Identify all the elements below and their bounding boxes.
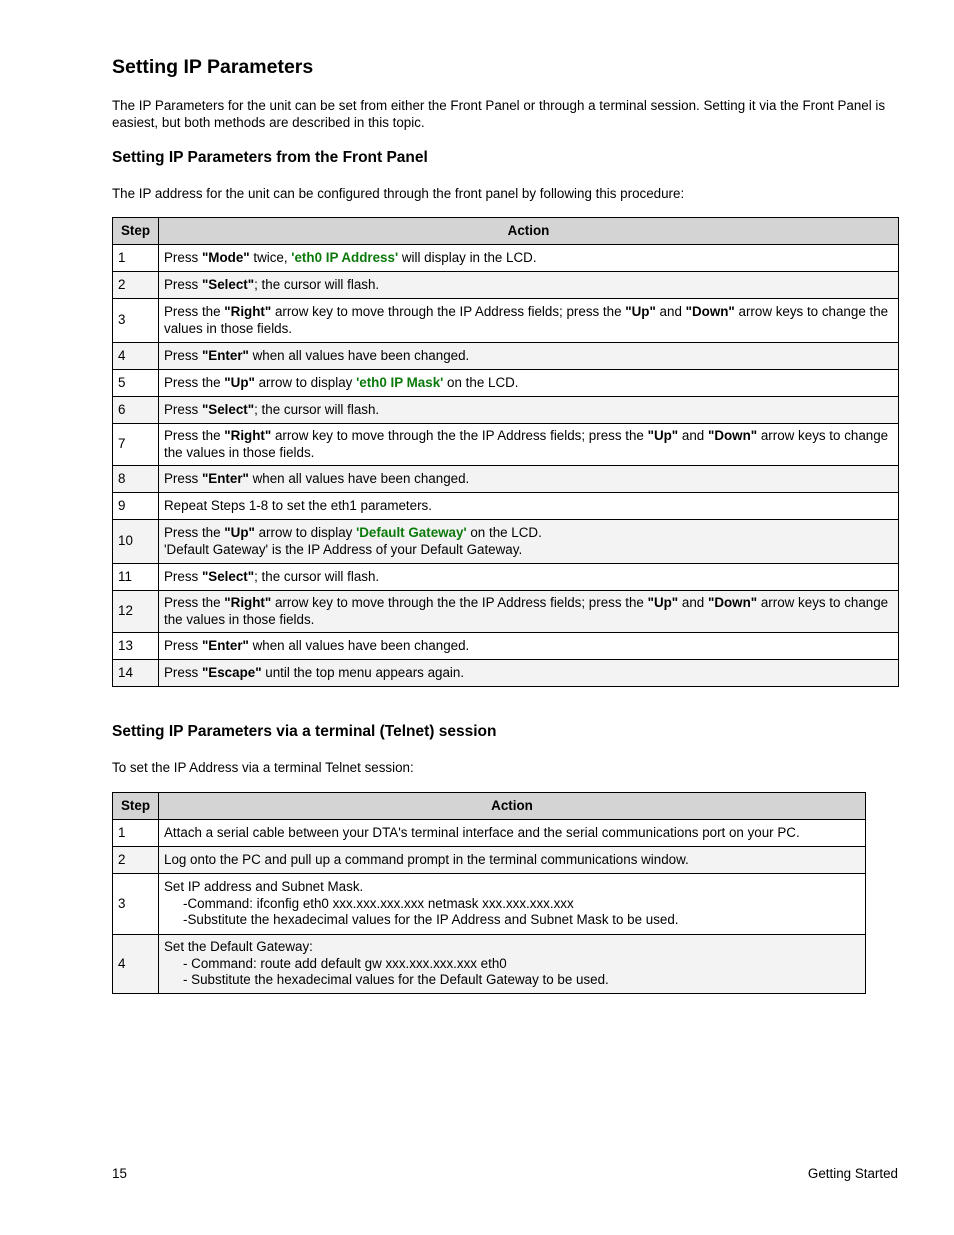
step-action-cell — [159, 874, 866, 935]
action-text: arrow key to move through the the IP Address fields; press the — [271, 428, 648, 443]
action-text: - Substitute the hexadecimal values for the Default Gateway to be used. — [183, 972, 609, 988]
action-text: Repeat Steps 1-8 to set the eth1 parameters. — [164, 497, 432, 513]
key-name-text: "Up" — [224, 525, 255, 540]
step-number-cell: 10 — [113, 520, 159, 564]
key-name-text: "Right" — [224, 304, 272, 319]
action-text: Press — [164, 401, 202, 417]
action-text: on the LCD. — [466, 525, 542, 540]
action-text: arrow key to move through the IP Address fields; press the — [271, 304, 626, 319]
key-name-text: "Enter" — [201, 637, 249, 653]
action-text: when all values have been changed. — [248, 470, 470, 486]
table-row — [113, 493, 899, 520]
step-number-cell: 2 — [113, 847, 159, 874]
lcd-label-text: 'Default Gateway' — [356, 525, 467, 540]
action-text: Log onto the PC and pull up a command prompt in the terminal communications window. — [164, 851, 689, 867]
step-number-cell: 9 — [113, 493, 159, 520]
action-text: Press the — [164, 525, 225, 540]
table-row — [113, 466, 899, 493]
action-text: arrow keys to change the values in those fields. — [164, 304, 889, 336]
step-action-cell — [159, 370, 899, 397]
action-text: arrow keys to change the values in those fields. — [164, 428, 889, 460]
telnet-heading: Setting IP Parameters via a terminal (Telnet) session — [112, 723, 497, 740]
action-text: Press — [164, 664, 202, 680]
step-number-cell: 7 — [113, 424, 159, 466]
telnet-steps-body — [113, 820, 866, 994]
lcd-label-text: 'eth0 IP Address' — [291, 249, 399, 265]
table-row — [113, 245, 899, 272]
action-text: ; the cursor will flash. — [254, 276, 380, 292]
step-number-cell: 13 — [113, 633, 159, 660]
front-panel-steps-table — [112, 217, 899, 687]
action-text: Press the — [164, 595, 225, 610]
action-text: arrow key to move through the the IP Address fields; press the — [271, 595, 648, 610]
step-number-cell: 6 — [113, 397, 159, 424]
table-row — [113, 424, 899, 466]
action-text: Set the Default Gateway: — [164, 939, 313, 955]
action-column-header: Action — [159, 793, 866, 820]
action-text: twice, — [249, 249, 292, 265]
key-name-text: "Down" — [685, 304, 735, 319]
table-row — [113, 874, 866, 935]
key-name-text: "Right" — [224, 595, 272, 610]
step-number-cell: 11 — [113, 564, 159, 591]
step-column-header: Step — [113, 218, 159, 245]
key-name-text: "Mode" — [201, 249, 250, 265]
key-name-text: "Select" — [201, 401, 255, 417]
key-name-text: "Enter" — [201, 470, 249, 486]
step-number-cell: 12 — [113, 591, 159, 633]
key-name-text: "Down" — [707, 595, 758, 610]
table-row — [113, 660, 899, 687]
step-action-cell — [159, 591, 899, 633]
page-title: Setting IP Parameters — [112, 56, 314, 78]
key-name-text: "Right" — [224, 428, 272, 443]
step-action-cell — [159, 564, 899, 591]
step-action-cell — [159, 520, 899, 564]
step-action-cell — [159, 660, 899, 687]
step-action-cell — [159, 466, 899, 493]
action-text: Set IP address and Subnet Mask. — [164, 879, 364, 895]
footer-section-title: Getting Started — [807, 1166, 898, 1181]
key-name-text: "Up" — [647, 428, 679, 443]
action-text: arrow to display — [254, 374, 357, 390]
action-text: arrow to display — [254, 525, 357, 540]
action-text: and — [678, 428, 708, 443]
table-row — [113, 847, 866, 874]
key-name-text: "Up" — [224, 374, 255, 390]
action-text: until the top menu appears again. — [261, 664, 465, 680]
key-name-text: "Down" — [707, 428, 758, 443]
action-text: ; the cursor will flash. — [254, 568, 380, 584]
step-number-cell: 2 — [113, 272, 159, 299]
action-text: on the LCD. — [443, 374, 519, 390]
action-text: Press — [164, 249, 202, 265]
action-text: arrow keys to change the values in those fields. — [164, 595, 889, 627]
action-text: and — [678, 595, 708, 610]
step-number-cell: 5 — [113, 370, 159, 397]
action-text: Attach a serial cable between your DTA's terminal interface and the serial communications port on your PC. — [164, 824, 800, 840]
table-row — [113, 520, 899, 564]
step-action-cell — [159, 272, 899, 299]
step-number-cell: 4 — [113, 343, 159, 370]
action-column-header: Action — [159, 218, 899, 245]
step-number-cell: 1 — [113, 820, 159, 847]
step-action-cell — [159, 424, 899, 466]
step-number-cell: 14 — [113, 660, 159, 687]
key-name-text: "Select" — [201, 568, 255, 584]
key-name-text: "Enter" — [201, 347, 249, 363]
step-number-cell: 4 — [113, 935, 159, 994]
step-action-cell — [159, 633, 899, 660]
action-text: when all values have been changed. — [248, 637, 470, 653]
front-panel-steps-body — [113, 245, 899, 687]
step-action-cell — [159, 820, 866, 847]
table-row — [113, 272, 899, 299]
step-action-cell — [159, 245, 899, 272]
action-text: 'Default Gateway' is the IP Address of your Default Gateway. — [164, 541, 523, 557]
table-row — [113, 633, 899, 660]
action-text: Press the — [164, 428, 225, 443]
action-text: Press — [164, 276, 202, 292]
table-row — [113, 564, 899, 591]
step-number-cell: 1 — [113, 245, 159, 272]
step-column-header: Step — [113, 793, 159, 820]
action-text: - Command: route add default gw xxx.xxx.xxx.xxx eth0 — [183, 955, 507, 971]
step-action-cell — [159, 397, 899, 424]
table-row — [113, 935, 866, 994]
lcd-label-text: 'eth0 IP Mask' — [356, 374, 444, 390]
action-text: -Substitute the hexadecimal values for the IP Address and Subnet Mask to be used. — [183, 912, 679, 928]
action-text: Press — [164, 637, 202, 653]
telnet-lead: To set the IP Address via a terminal Telnet session: — [112, 760, 414, 775]
action-text: ; the cursor will flash. — [254, 401, 380, 417]
action-text: and — [655, 304, 686, 319]
action-text: Press — [164, 568, 202, 584]
step-number-cell: 8 — [113, 466, 159, 493]
front-panel-heading: Setting IP Parameters from the Front Panel — [112, 149, 428, 166]
key-name-text: "Up" — [625, 304, 656, 319]
table-row — [113, 299, 899, 343]
action-text: Press — [164, 470, 202, 486]
key-name-text: "Select" — [201, 276, 255, 292]
table-row — [113, 370, 899, 397]
front-panel-lead: The IP address for the unit can be configured through the front panel by following this procedure: — [112, 186, 685, 201]
intro-paragraph: The IP Parameters for the unit can be set from either the Front Panel or through a terminal session. Setting it via the Front Panel is easiest, but both methods are described in this topic. — [112, 98, 886, 130]
step-action-cell — [159, 343, 899, 370]
table-row — [113, 343, 899, 370]
action-text: Press the — [164, 374, 225, 390]
step-action-cell — [159, 935, 866, 994]
action-text: will display in the LCD. — [398, 249, 537, 265]
step-number-cell: 3 — [113, 299, 159, 343]
page-number: 15 — [112, 1166, 127, 1181]
action-text: when all values have been changed. — [248, 347, 470, 363]
table-row — [113, 820, 866, 847]
key-name-text: "Up" — [647, 595, 679, 610]
step-action-cell — [159, 299, 899, 343]
step-action-cell — [159, 847, 866, 874]
action-text: Press — [164, 347, 202, 363]
table-row — [113, 591, 899, 633]
step-number-cell: 3 — [113, 874, 159, 935]
table-header-row — [113, 793, 866, 820]
step-action-cell — [159, 493, 899, 520]
table-row — [113, 397, 899, 424]
key-name-text: "Escape" — [201, 664, 262, 680]
table-header-row — [113, 218, 899, 245]
action-text: Press the — [164, 304, 225, 319]
action-text: -Command: ifconfig eth0 xxx.xxx.xxx.xxx netmask xxx.xxx.xxx.xxx — [183, 895, 574, 911]
telnet-steps-table — [112, 792, 866, 994]
